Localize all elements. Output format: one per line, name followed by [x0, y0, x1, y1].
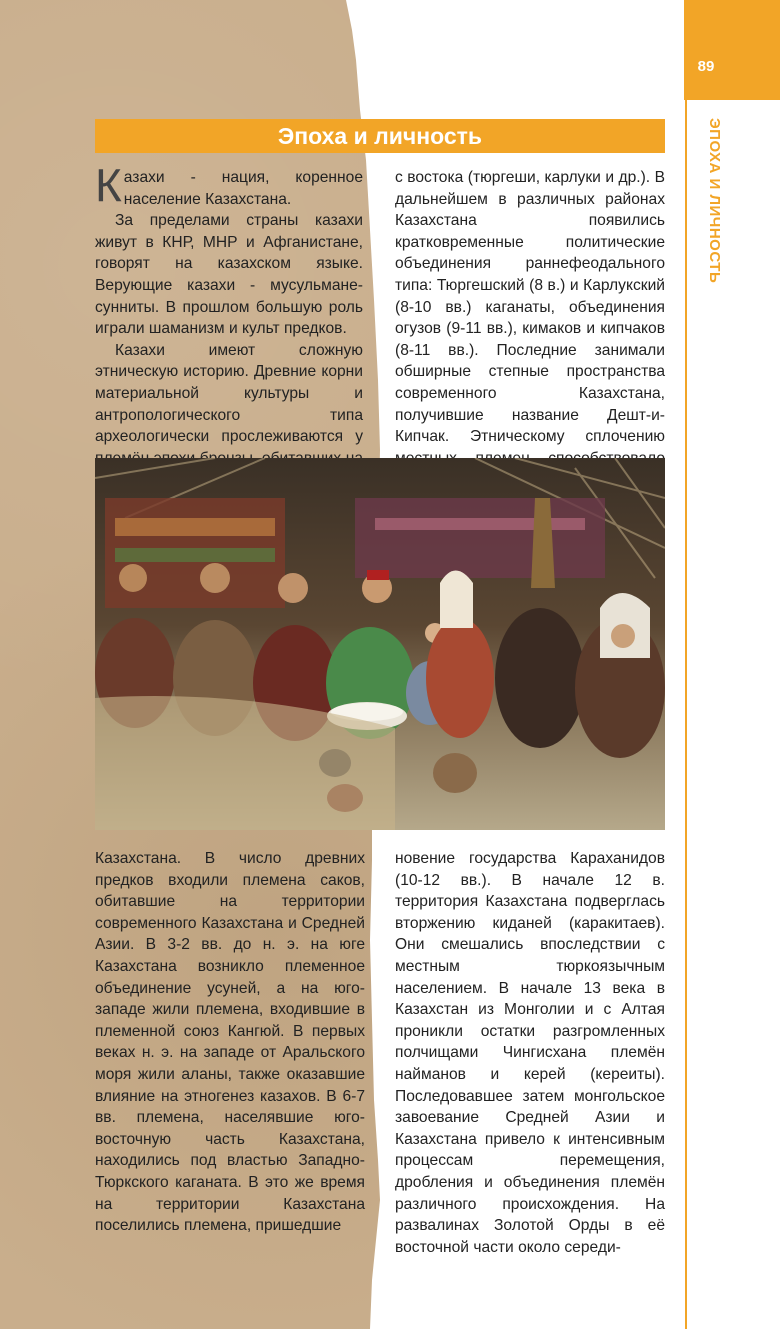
paragraph: новение государства Караханидов (10-12 вв.). В начале 12 в. территория Казахстана подверглась вторжению киданей (каракитаев). Они смешались впоследствии с местным тюркоязычным населением. В начале 13 века в Казахстан из Монголии и с Алтая проникли остатки разгромленных полчищами Чингисхана племён найманов и керей (кереиты). Последовавшее затем монгольское завоевание Средней Азии и Казахстана привело к интенсивным процессам перемещения, дробления и объединения племён различного происхождения. На развалинах Золотой Орды в её восточной части около середи- — [395, 850, 665, 1256]
text-column-3 — [95, 848, 365, 1237]
paragraph: Казахи имеют сложную этническую историю. Древние корни материальной культуры и антропологического типа археологически прослеживаются у — [95, 341, 363, 446]
page-number: 89 — [697, 58, 715, 75]
section-title: Эпоха и личность — [95, 119, 665, 153]
text-column-4 — [395, 848, 665, 1258]
side-section-title: ЭПОХА И ЛИЧНОСТЬ — [706, 118, 723, 284]
paragraph: с востока (тюргеши, карлуки и др.). В дальнейшем в различных районах Казахстана появились кратковременные политические объединения раннефеодального типа: Тюргешский (8 в.) и Карлукский (8-10 вв.) каганаты, объединения огузов (9-11 вв.), кимаков и кипчаков (8-11 вв.). Последние занимали обширные степные пространства современного Казахстана, получившие название Дешт-и-Кипчак. Этническому сплочению — [395, 169, 665, 446]
page-number-tab — [684, 0, 780, 100]
paragraph-text: азахи - нация, коренное население Казахстана. — [123, 169, 363, 208]
side-rule — [685, 100, 687, 1329]
paragraph: Казахстана. В число древних предков входили племена саков, обитавшие на территории современного Казахстана и Средней Азии. В 3-2 вв. до н. э. на юге Казахстана возникло племенное объединение усуней, а на юго-западе жили племена, входившие в племенной союз Кангюй. В первых веках н. э. на западе от Аральского моря жили аланы, также оказавшие влияние на этногенез казахов. В 6-7 вв. племена, населявшие юго-восточную часть Казахстана, находились под властью Западно-Тюркского каганата. В это же время на территории Казахстана поселились племена, пришедшие — [95, 850, 365, 1235]
drop-cap: К — [95, 159, 122, 211]
paragraph: За пределами страны казахи живут в КНР, МНР и Афганистане, говорят на казахском языке. Верующие казахи - мусульмане-сунниты. В прошлом большую роль играли шаманизм и культ предков. — [95, 212, 363, 338]
text-column-2 — [395, 167, 665, 491]
paragraph — [95, 159, 363, 211]
text-column-1 — [95, 159, 363, 491]
yurt-interior-photo — [95, 458, 665, 830]
